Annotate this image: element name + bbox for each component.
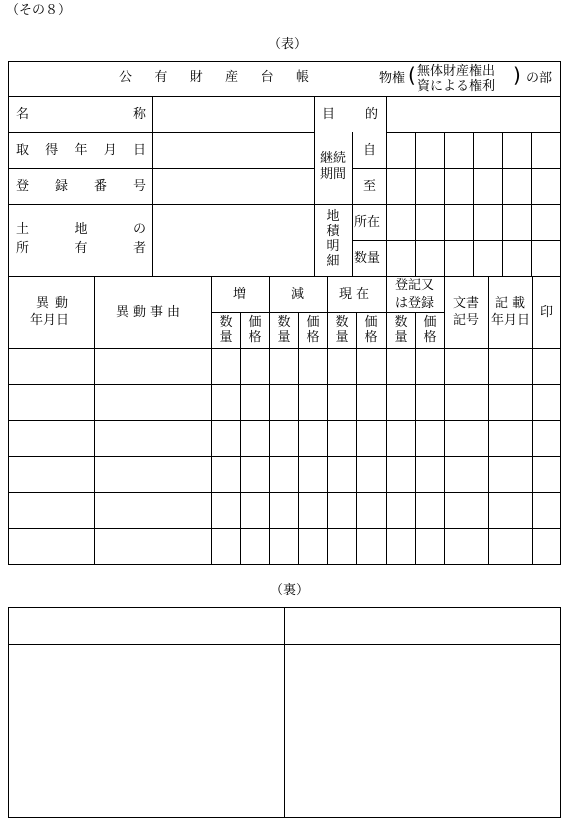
ledger-title: 公 有 財 産 台 帳 xyxy=(119,70,309,85)
name-label: 名 称 xyxy=(16,107,146,122)
registration-quantity-label: 数 量 xyxy=(394,315,408,345)
change-date-label-1: 異動 xyxy=(36,296,75,311)
document-no-label-2: 記号 xyxy=(453,313,480,328)
location-label: 所在 xyxy=(354,215,381,230)
duration-label-1: 継続 xyxy=(320,151,347,166)
decrease-label: 減 xyxy=(291,287,305,302)
current-label: 現在 xyxy=(339,287,374,302)
from-label: 自 xyxy=(363,143,377,158)
entry-date-label-1: 記載 xyxy=(495,296,530,311)
document-no-label-1: 文書 xyxy=(453,296,480,311)
duration-label-2: 期間 xyxy=(320,167,347,182)
registration-label-1: 登記又 xyxy=(395,278,435,293)
increase-label: 増 xyxy=(233,287,247,302)
category-bracket-open: ( xyxy=(408,63,416,87)
purpose-label: 目 的 xyxy=(322,107,378,122)
land-detail-label: 地 積 明 細 xyxy=(326,209,340,269)
land-owner-label-1: 土 地 の xyxy=(16,222,146,237)
registration-no-label: 登 録 番 号 xyxy=(16,179,146,194)
acquired-date-label: 取 得 年 月 日 xyxy=(16,143,146,158)
back-table xyxy=(0,600,569,823)
category-bracket-close: ) xyxy=(513,63,521,87)
category-line-1: 無体財産権出 xyxy=(417,64,496,79)
quantity-label: 数量 xyxy=(354,251,381,266)
current-quantity-label: 数 量 xyxy=(335,315,349,345)
land-owner-label-2: 所 有 者 xyxy=(16,241,146,256)
entry-date-label-2: 年月日 xyxy=(491,313,531,328)
current-price-label: 価 格 xyxy=(364,315,378,345)
category-suffix: の部 xyxy=(526,71,553,86)
back-heading: （裏） xyxy=(270,583,310,598)
change-reason-label: 異動事由 xyxy=(116,305,185,320)
to-label: 至 xyxy=(363,179,377,194)
category-line-2: 資による権利 xyxy=(417,79,496,94)
change-date-label-2: 年月日 xyxy=(30,313,70,328)
registration-label-2: は登録 xyxy=(395,296,435,311)
decrease-quantity-label: 数 量 xyxy=(277,315,291,345)
front-heading: （表） xyxy=(268,37,308,52)
seal-label: 印 xyxy=(540,305,554,320)
registration-price-label: 価 格 xyxy=(423,315,437,345)
increase-price-label: 価 格 xyxy=(248,315,262,345)
decrease-price-label: 価 格 xyxy=(306,315,320,345)
increase-quantity-label: 数 量 xyxy=(219,315,233,345)
category-prefix: 物権 xyxy=(379,71,406,86)
page-label: （その８） xyxy=(6,3,72,18)
